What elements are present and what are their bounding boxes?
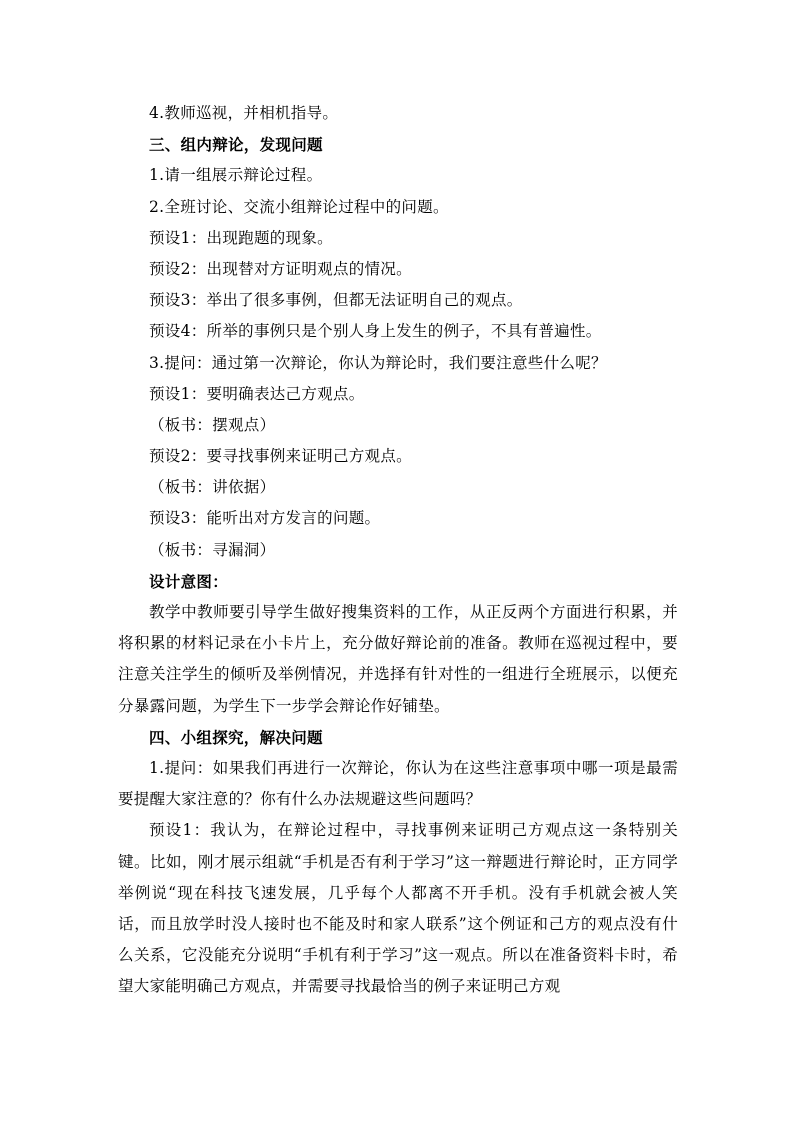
text-line: 3.提问：通过第一次辩论，你认为辩论时，我们要注意些什么呢？	[149, 353, 607, 372]
section-heading: 四、小组探究，解决问题	[149, 727, 323, 747]
text-line: 预设1：出现跑题的现象。	[149, 228, 333, 247]
text-line: 预设3：举出了很多事例，但都无法证明自己的观点。	[149, 291, 523, 310]
board-note: （板书：讲依据）	[149, 478, 276, 497]
document-body	[118, 98, 678, 1003]
text-line: 预设2：出现替对方证明观点的情况。	[149, 259, 412, 278]
preset-paragraph: 预设1：我认为，在辩论过程中，寻找事例来证明己方观点这一条特别关键。比如，刚才展示组就“手机是否有利于学习”这一辩题进行辩论时，正方同学举例说“现在科技飞速发展，几乎每个人都离不开手机。没有手机就会被人笑话，而且放学时没人接时也不能及时和家人联系”这个例证和己方的观点没有什么关系，它没能充分说明“手机有利于学习”这一观点。所以在准备资料卡时，希望大家能明确己方观点，并需要寻找最恰当的例子来证明己方观	[118, 821, 678, 996]
text-line: 1.请一组展示辩论过程。	[149, 166, 323, 185]
text-line: 2.全班讨论、交流小组辩论过程中的问题。	[149, 197, 449, 216]
text-line: 预设2：要寻找事例来证明己方观点。	[149, 447, 412, 466]
design-intent-paragraph: 教学中教师要引导学生做好搜集资料的工作，从正反两个方面进行积累，并将积累的材料记录在小卡片上，充分做好辩论前的准备。教师在巡视过程中，要注意关注学生的倾听及举例情况，并选择有针对性的一组进行全班展示，以便充分暴露问题，为学生下一步学会辩论作好铺垫。	[118, 603, 678, 715]
text-line: 预设3：能听出对方发言的问题。	[149, 509, 381, 528]
question-paragraph: 1.提问：如果我们再进行一次辩论，你认为在这些注意事项中哪一项是最需要提醒大家注意的？你有什么办法规避这些问题吗？	[118, 759, 678, 809]
text-line: 4.教师巡视，并相机指导。	[149, 104, 339, 122]
text-line: 预设4：所举的事例只是个别人身上发生的例子，不具有普遍性。	[149, 322, 602, 341]
section-heading: 三、组内辩论，发现问题	[149, 135, 323, 155]
board-note: （板书：摆观点）	[149, 415, 276, 434]
text-line: 预设1：要明确表达己方观点。	[149, 384, 365, 403]
design-intent-heading: 设计意图：	[149, 571, 229, 591]
board-note: （板书：寻漏洞）	[149, 540, 276, 559]
